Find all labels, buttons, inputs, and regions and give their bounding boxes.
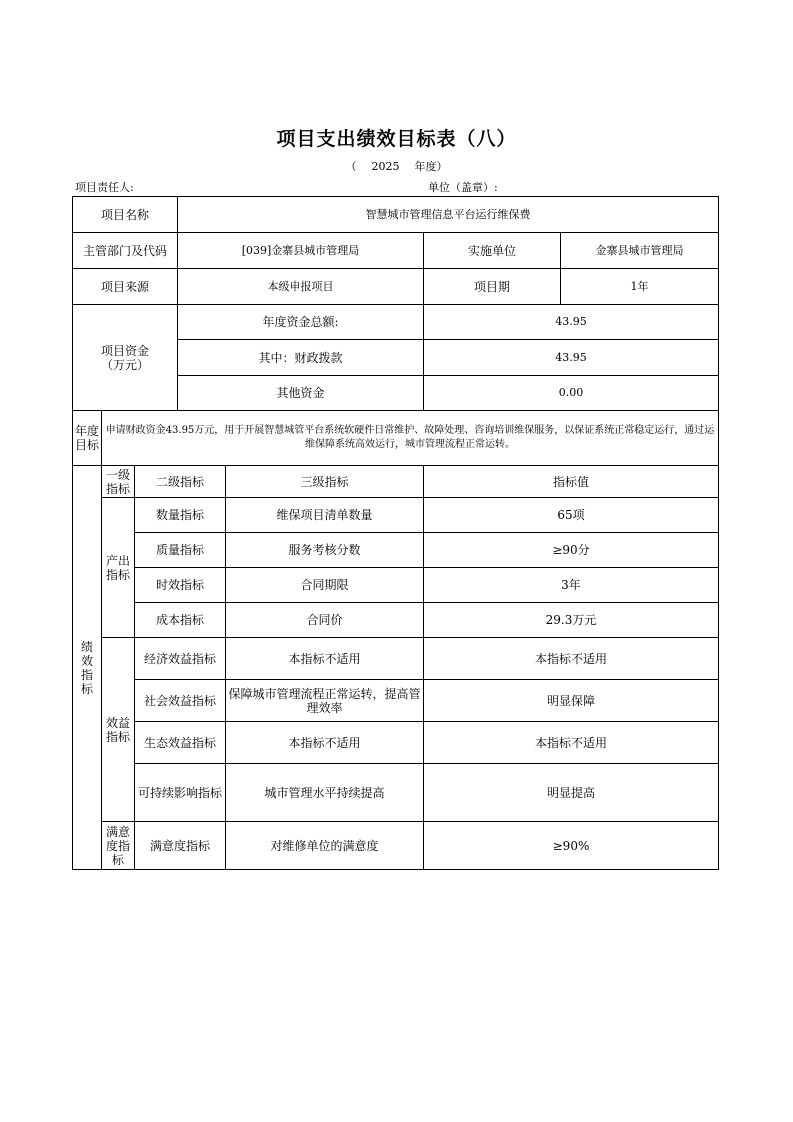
level3-cell: 本指标不适用 [226, 722, 424, 764]
goal-label-line2: 目标 [75, 438, 100, 452]
header-level3: 三级指标 [226, 466, 424, 498]
level3-cell: 城市管理水平持续提高 [226, 764, 424, 822]
value-cell: 3年 [424, 568, 719, 603]
output-indicator-label [102, 498, 135, 638]
level3-cell: 本指标不适用 [226, 638, 424, 680]
header-level1-line1: 一级 [105, 467, 130, 482]
level3-cell: 维保项目清单数量 [226, 498, 424, 533]
value-cell: 明显提高 [424, 764, 719, 822]
period-value: 1年 [561, 269, 719, 305]
level3-cell: 对维修单位的满意度 [226, 822, 424, 870]
benefit-label-line1: 效益 [105, 715, 130, 730]
value-cell: ≥90分 [424, 533, 719, 568]
level3-cell: 合同期限 [226, 568, 424, 603]
row-annual-goal [73, 411, 719, 466]
level2-cell: 满意度指标 [135, 822, 226, 870]
header-level1-line2: 指标 [105, 481, 130, 496]
indicator-header-row [73, 466, 719, 498]
project-name-label: 项目名称 [73, 197, 178, 233]
performance-table [72, 196, 719, 870]
level2-cell: 数量指标 [135, 498, 226, 533]
level2-cell: 时效指标 [135, 568, 226, 603]
level3-cell: 合同价 [226, 603, 424, 638]
page-title: 项目支出绩效目标表（八） [276, 128, 517, 150]
satisfaction-label-line: 度指 [105, 838, 130, 853]
funds-label [73, 305, 178, 411]
funds-total-value: 43.95 [424, 305, 719, 340]
row-source [73, 269, 719, 305]
dept-label: 主管部门及代码 [73, 233, 178, 269]
funds-total-label: 年度资金总额: [178, 305, 424, 340]
row-project-name [73, 197, 719, 233]
table-row [73, 603, 719, 638]
goal-label-line1: 年度 [75, 424, 100, 438]
period-label: 项目期 [424, 269, 561, 305]
funds-finance-value: 43.95 [424, 340, 719, 376]
benefit-indicator-label [102, 638, 135, 822]
satisfaction-indicator-label [102, 822, 135, 870]
level2-cell: 经济效益指标 [135, 638, 226, 680]
funds-finance-label: 其中：财政拨款 [178, 340, 424, 376]
funds-label-line1: 项目资金 [100, 343, 149, 358]
funds-other-value: 0.00 [424, 376, 719, 411]
value-cell: ≥90% [424, 822, 719, 870]
value-cell: 本指标不适用 [424, 722, 719, 764]
level3-cell: 服务考核分数 [226, 533, 424, 568]
table-row [73, 533, 719, 568]
output-label-line2: 指标 [105, 567, 130, 582]
satisfaction-label-line: 标 [111, 852, 124, 867]
table-row [73, 764, 719, 822]
row-department [73, 233, 719, 269]
perf-char: 指 [80, 667, 93, 682]
level2-cell: 社会效益指标 [135, 680, 226, 722]
perf-indicator-label [73, 466, 102, 870]
satisfaction-label-line: 满意 [105, 824, 130, 839]
table-row [73, 638, 719, 680]
value-cell: 本指标不适用 [424, 638, 719, 680]
goal-text: 申请财政资金43.95万元，用于开展智慧城管平台系统软硬件日常维护、故障处理、咨询培训维保服务，以保证系统正常稳定运行，通过运维保障系统高效运行，城市管理流程正常运转。 [102, 411, 719, 466]
level2-cell: 成本指标 [135, 603, 226, 638]
source-value: 本级申报项目 [178, 269, 424, 305]
table-row [73, 498, 719, 533]
year-close: 年度） [414, 160, 448, 173]
table-row [73, 722, 719, 764]
value-cell: 明显保障 [424, 680, 719, 722]
impl-unit-label: 实施单位 [424, 233, 561, 269]
impl-unit-value: 金寨县城市管理局 [561, 233, 719, 269]
funds-other-label: 其他资金 [178, 376, 424, 411]
unit-seal-label: 单位（盖章）: [428, 181, 498, 194]
output-label-line1: 产出 [105, 553, 130, 568]
perf-char: 绩 [80, 639, 93, 654]
table-row [73, 822, 719, 870]
header-level1 [102, 466, 135, 498]
level2-cell: 生态效益指标 [135, 722, 226, 764]
funds-label-line2: （万元） [100, 357, 149, 372]
dept-value: [039]金寨县城市管理局 [178, 233, 424, 269]
project-name-value: 智慧城市管理信息平台运行维保费 [178, 197, 719, 233]
header-level2: 二级指标 [135, 466, 226, 498]
table-row [73, 568, 719, 603]
source-label: 项目来源 [73, 269, 178, 305]
level2-cell: 质量指标 [135, 533, 226, 568]
value-cell: 29.3万元 [424, 603, 719, 638]
responsible-person-label: 项目责任人: [75, 181, 134, 194]
year-line [0, 158, 793, 174]
year-open: （ [345, 160, 357, 173]
level3-cell: 保障城市管理流程正常运转，提高管理效率 [226, 680, 424, 722]
year-value: 2025 [371, 160, 400, 173]
goal-label [73, 411, 102, 466]
perf-char: 效 [80, 653, 93, 668]
value-cell: 65项 [424, 498, 719, 533]
perf-char: 标 [80, 681, 93, 696]
header-value: 指标值 [424, 466, 719, 498]
table-row [73, 680, 719, 722]
level2-cell: 可持续影响指标 [135, 764, 226, 822]
benefit-label-line2: 指标 [105, 729, 130, 744]
row-funds-total [73, 305, 719, 340]
